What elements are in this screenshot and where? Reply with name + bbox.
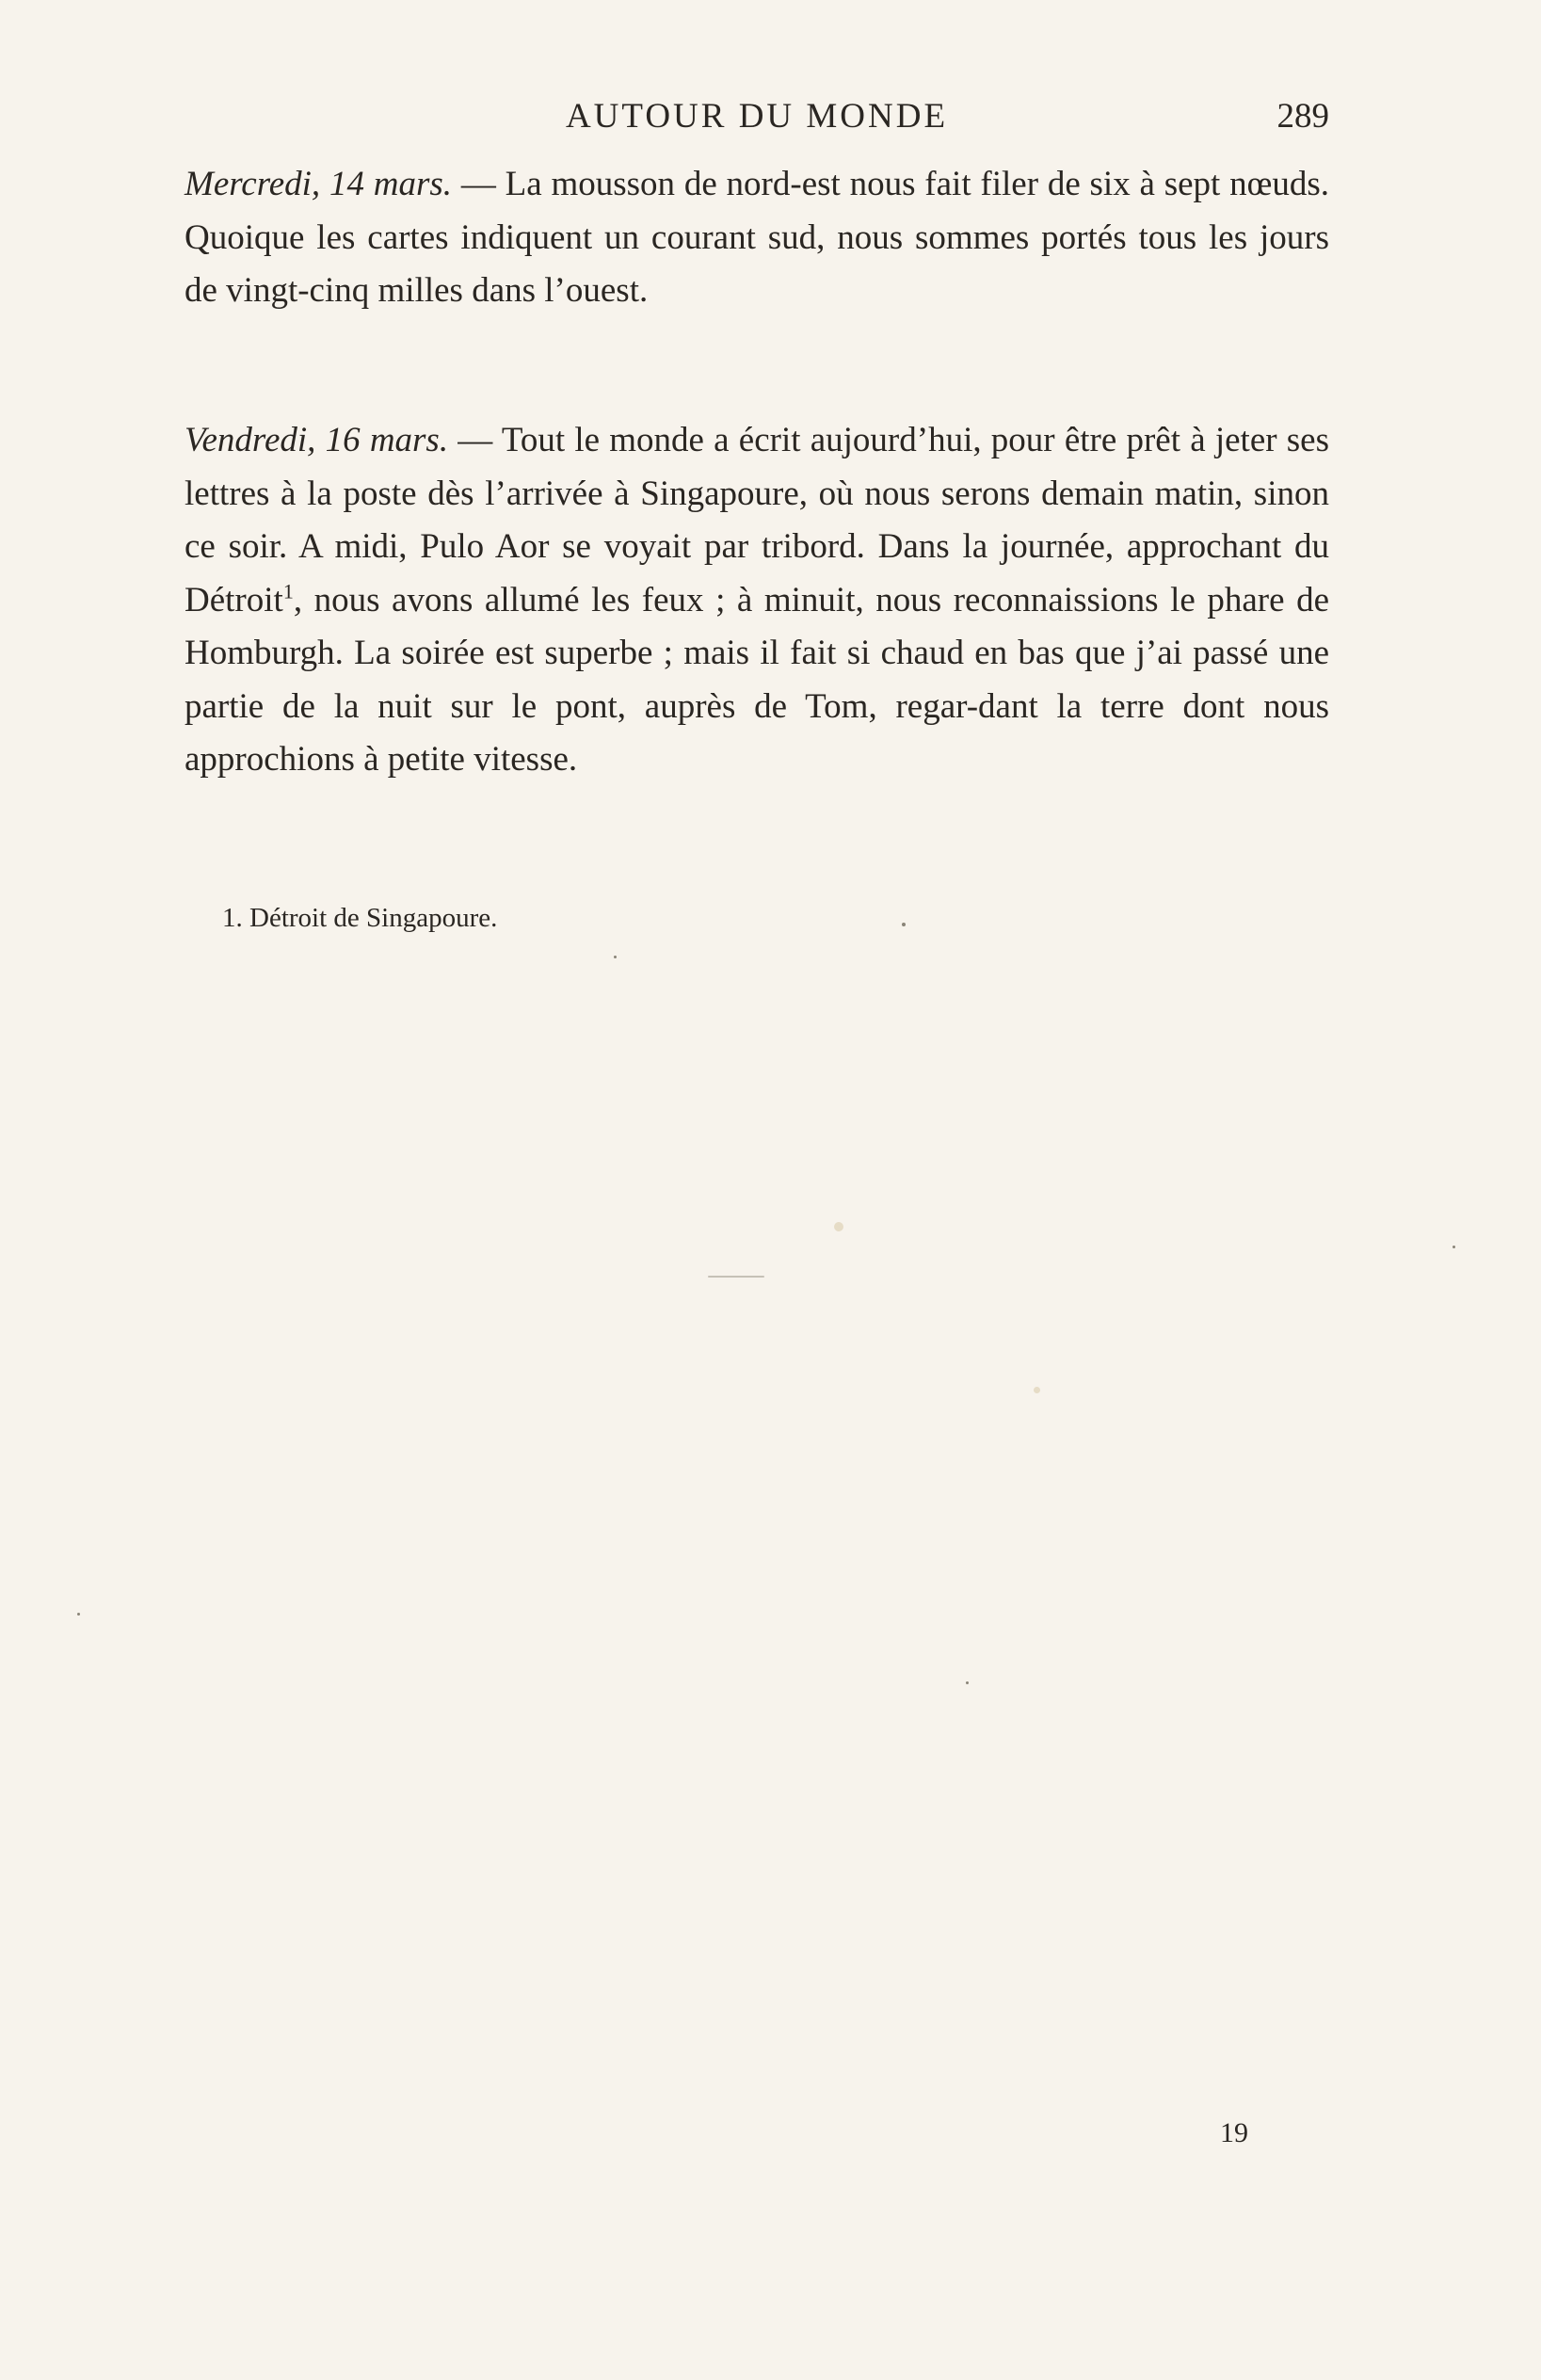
running-head (185, 90, 1329, 147)
journal-entry-2 (185, 414, 1329, 787)
footnote: 1. Détroit de Singapoure. (222, 903, 498, 933)
entry-date: Vendredi, 16 mars. (185, 421, 449, 459)
entry-text: — La mousson de nord-est nous fait filer de six à sept nœuds. Quoique les cartes indiquent un courant sud, nous sommes portés tous les jours de vingt-cinq milles dans l’ouest. (185, 165, 1329, 310)
paper-speck (966, 1681, 969, 1684)
footnote-reference: 1 (282, 579, 294, 603)
paper-speck (77, 1613, 80, 1616)
entry-date: Mercredi, 14 mars. (185, 165, 453, 203)
paper-speck (834, 1222, 843, 1231)
entry-text: — Tout le monde a écrit aujourd’hui, pour être prêt à jeter ses lettres à la poste dès l’arrivée à Singapoure, où nous serons demain matin, sinon ce soir. A midi, Pulo Aor se voyait par tribord. Dans la journée, approchant du Détroit (185, 421, 1330, 619)
paper-speck (1453, 1246, 1455, 1248)
running-title: AUTOUR DU MONDE (565, 97, 949, 136)
page-number: 289 (1276, 97, 1329, 136)
paper-speck (1034, 1387, 1040, 1393)
paper-speck (902, 923, 906, 926)
signature-mark: 19 (1220, 2117, 1248, 2148)
journal-entry-1 (185, 158, 1329, 318)
paper-speck (614, 956, 617, 958)
paper-speck (708, 1276, 764, 1278)
entry-text-continued: , nous avons allumé les feux ; à minuit, nous reconnaissions le phare de Homburgh. La soirée est superbe ; mais il fait si chaud en bas que j’ai passé une partie de la nuit sur le pont, auprès de Tom, regar-dant la terre dont nous approchions à petite vitesse. (185, 580, 1329, 779)
